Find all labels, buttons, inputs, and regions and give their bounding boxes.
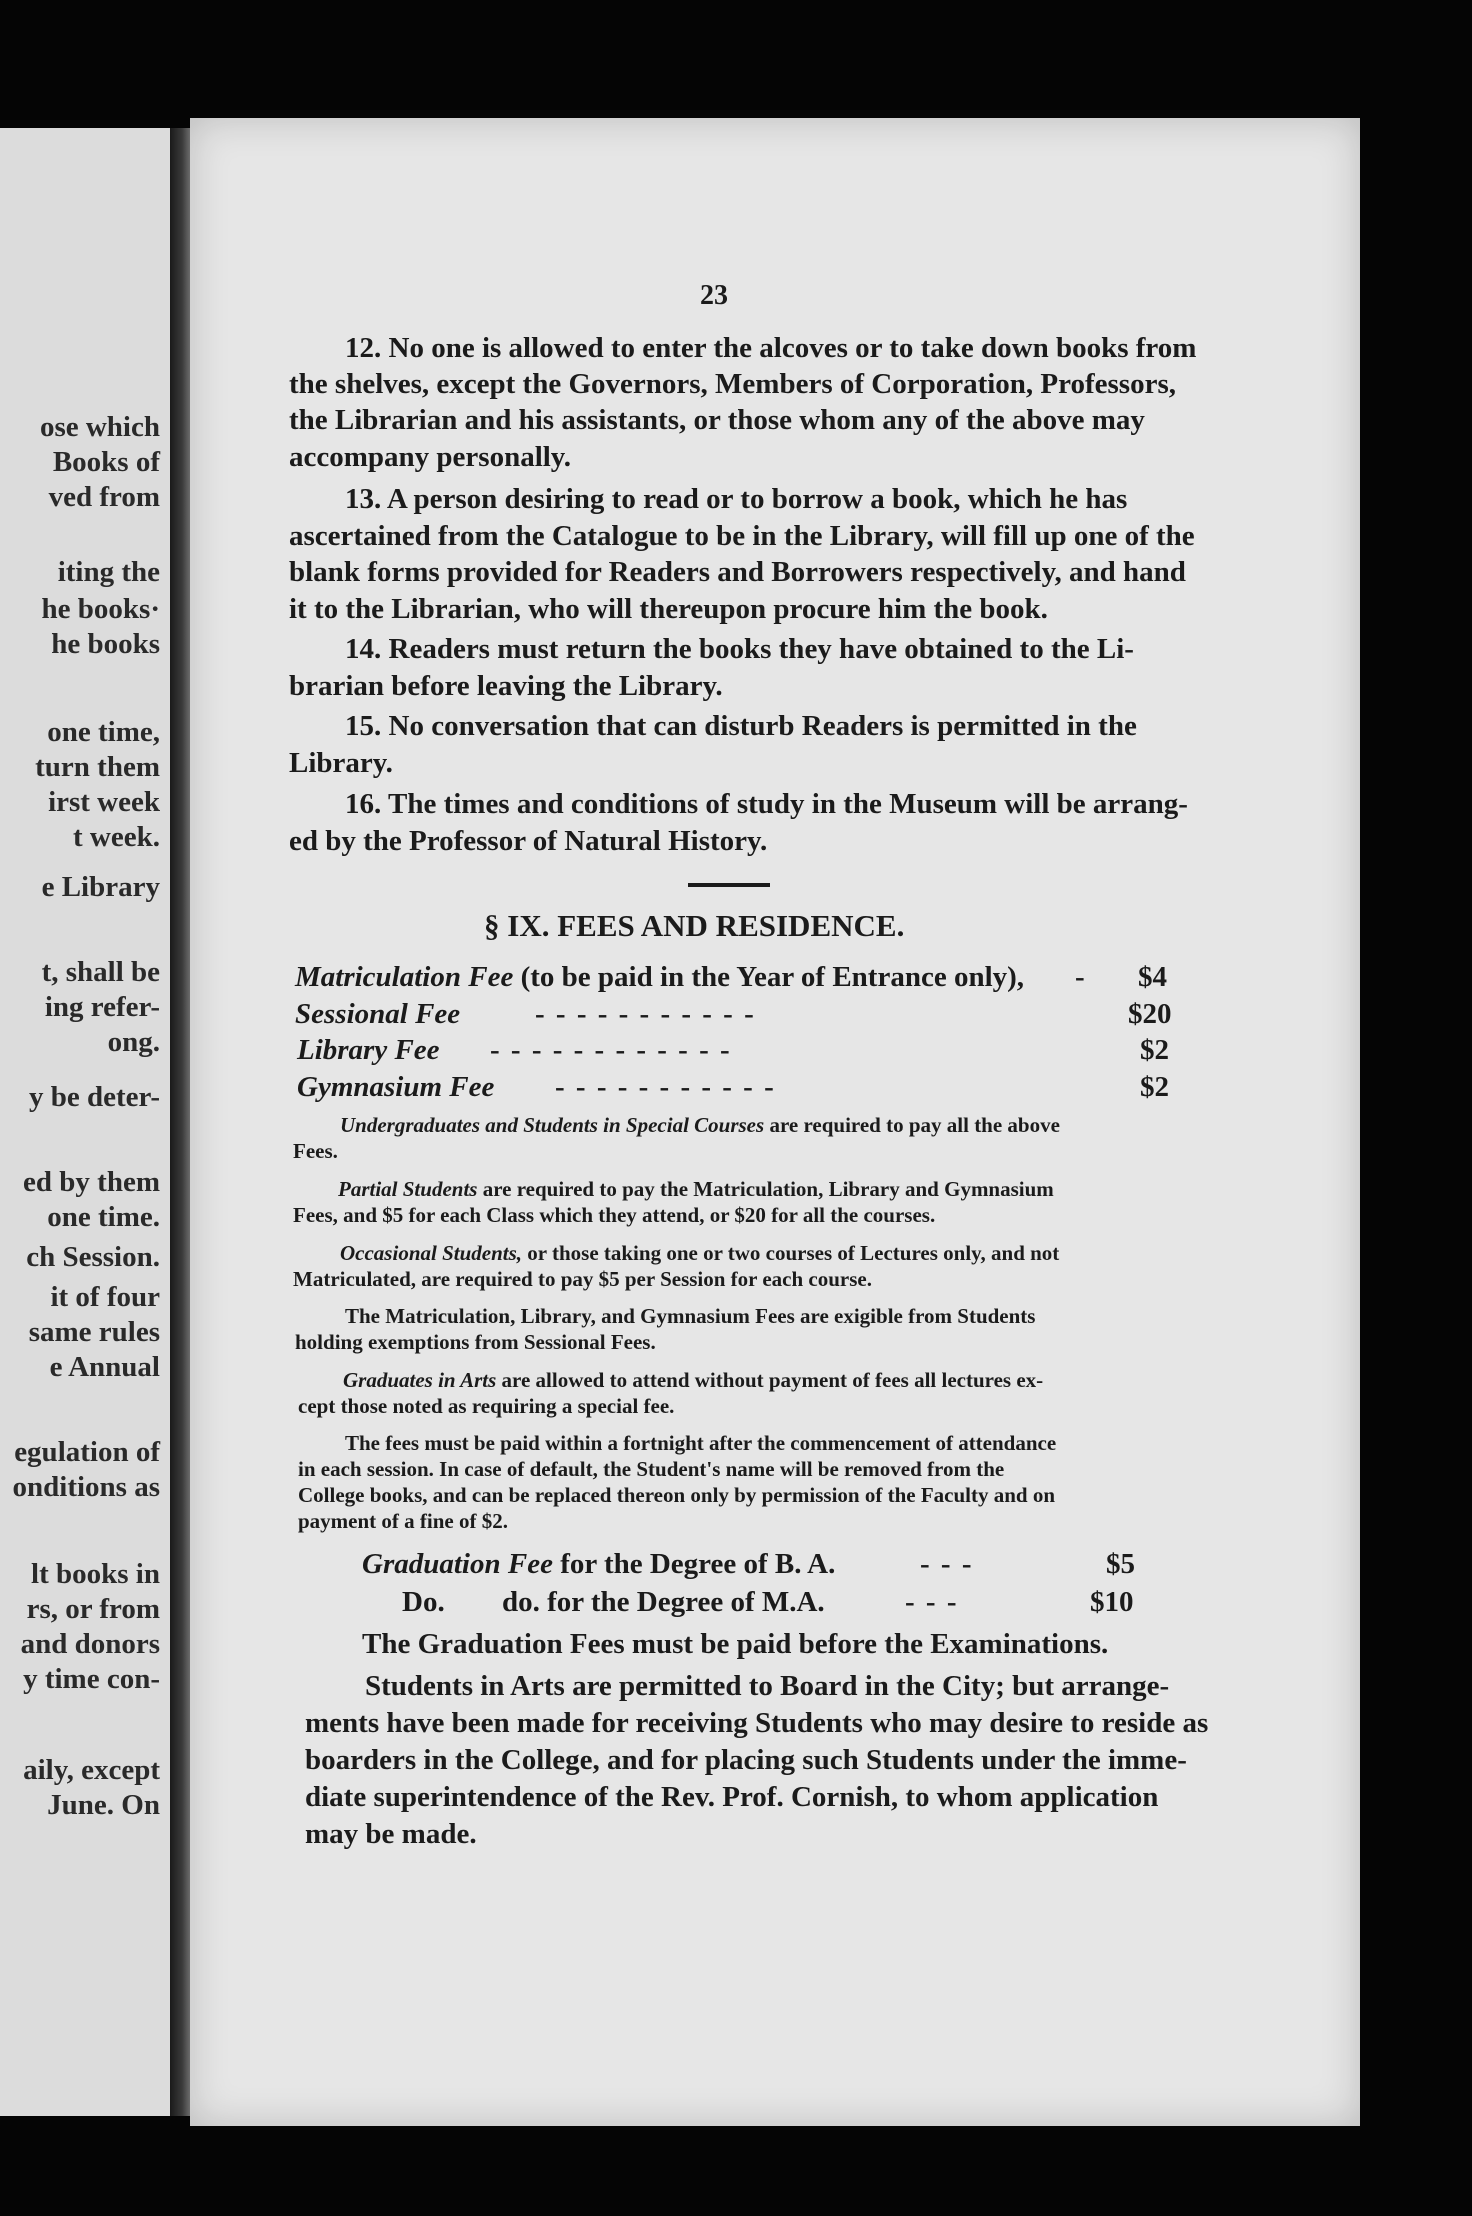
facing-page-fragment: lt books in: [31, 1558, 160, 1590]
note-text: Fees.: [293, 1139, 338, 1163]
graduation-fee-amount: $5: [1106, 1548, 1135, 1580]
facing-page-edge: [0, 128, 170, 2116]
note-text: in each session. In case of default, the Student's name will be removed from the: [298, 1457, 1005, 1481]
fee-row: [295, 963, 1024, 992]
facing-page-fragment: ved from: [48, 481, 160, 513]
facing-page-fragment: one time.: [47, 1201, 160, 1233]
facing-page-fragment: irst week: [48, 786, 160, 818]
book-gutter: [170, 128, 190, 2116]
note-emphasis: Occasional Students,: [340, 1241, 523, 1265]
note-text: are allowed to attend without payment of fees all lectures ex-: [496, 1368, 1044, 1392]
facing-page-fragment: same rules: [28, 1316, 160, 1348]
fee-note: (to be paid in the Year of Entrance only),: [513, 961, 1025, 993]
fee-dots: -: [1075, 961, 1087, 993]
facing-page-fragment: it of four: [50, 1281, 160, 1313]
fee-note-line: [298, 1485, 1055, 1506]
fee-label: Library Fee: [297, 1034, 440, 1066]
facing-page-fragment: y time con-: [23, 1663, 160, 1695]
fee-note-line: [295, 1332, 656, 1353]
graduation-fee-amount: $10: [1090, 1586, 1134, 1618]
fee-note-line: [345, 1433, 1056, 1454]
note-text: The fees must be paid within a fortnight after the commencement of attendance: [345, 1431, 1057, 1455]
section-title: § IX. FEES AND RESIDENCE.: [484, 908, 905, 943]
fee-label: Gymnasium Fee: [297, 1071, 495, 1103]
residence-line: ments have been made for receiving Students who may desire to reside as: [305, 1707, 1209, 1739]
note-text: cept those noted as requiring a special fee.: [298, 1394, 675, 1418]
fee-label: Sessional Fee: [295, 998, 461, 1030]
note-emphasis: Partial Students: [338, 1177, 478, 1201]
fee-note-line: [293, 1141, 338, 1162]
facing-page-fragment: aily, except: [23, 1754, 160, 1786]
graduation-fee-label: Do.: [402, 1586, 445, 1618]
graduation-fee-dots: - - -: [920, 1548, 974, 1580]
note-text: payment of a fine of $2.: [298, 1509, 508, 1533]
facing-page-fragment: he books·: [41, 593, 160, 625]
facing-page-fragment: Books of: [52, 446, 160, 478]
facing-page-fragment: ch Session.: [26, 1241, 160, 1273]
fee-amount: $4: [1138, 961, 1167, 993]
fee-note-line: [340, 1115, 1060, 1136]
note-text: holding exemptions from Sessional Fees.: [295, 1330, 656, 1354]
rule-line: the shelves, except the Governors, Members of Corporation, Professors,: [289, 368, 1176, 400]
rule-line: accompany personally.: [289, 441, 571, 473]
note-text: are required to pay the Matriculation, Library and Gymnasium: [477, 1177, 1054, 1201]
facing-page-fragment: e Library: [41, 871, 160, 903]
rule-line: the Librarian and his assistants, or those whom any of the above may: [289, 404, 1145, 436]
note-text: College books, and can be replaced thereon only by permission of the Faculty and on: [298, 1483, 1056, 1507]
rule-line: 16. The times and conditions of study in the Museum will be arrang-: [345, 788, 1188, 820]
rule-line: 15. No conversation that can disturb Readers is permitted in the: [345, 710, 1137, 742]
graduation-fee-row: [362, 1550, 835, 1579]
facing-page-fragment: ose which: [39, 411, 160, 443]
fee-note-line: [343, 1370, 1043, 1391]
facing-page-fragment: rs, or from: [26, 1593, 160, 1625]
rule-line: 13. A person desiring to read or to borrow a book, which he has: [345, 483, 1128, 515]
section-divider: [688, 883, 770, 887]
fee-note-line: [345, 1306, 1035, 1327]
fee-note-line: [293, 1269, 872, 1290]
rule-line: 14. Readers must return the books they have obtained to the Li-: [345, 633, 1134, 665]
facing-page-fragment: ed by them: [23, 1166, 160, 1198]
rule-line: ascertained from the Catalogue to be in the Library, will fill up one of the: [289, 520, 1195, 552]
residence-line: diate superintendence of the Rev. Prof. Cornish, to whom application: [305, 1781, 1159, 1813]
note-emphasis: Undergraduates and Students in Special Courses: [340, 1113, 765, 1137]
residence-line: Students in Arts are permitted to Board in the City; but arrange-: [365, 1670, 1170, 1702]
note-text: Fees, and $5 for each Class which they attend, or $20 for all the courses.: [293, 1203, 936, 1227]
fee-dots: - - - - - - - - - - -: [535, 998, 756, 1030]
fee-amount: $2: [1140, 1034, 1169, 1066]
note-text: are required to pay all the above: [764, 1113, 1060, 1137]
graduation-note: The Graduation Fees must be paid before the Examinations.: [362, 1628, 1109, 1660]
rule-line: 12. No one is allowed to enter the alcoves or to take down books from: [345, 332, 1197, 364]
note-text: The Matriculation, Library, and Gymnasium Fees are exigible from Students: [345, 1304, 1036, 1328]
fee-dots: - - - - - - - - - - - -: [490, 1034, 732, 1066]
rule-line: blank forms provided for Readers and Borrowers respectively, and hand: [289, 556, 1186, 588]
facing-page-fragment: one time,: [47, 716, 160, 748]
graduation-fee-dots: - - -: [905, 1586, 959, 1618]
facing-page-fragment: onditions as: [12, 1471, 160, 1503]
note-text: or those taking one or two courses of Lectures only, and not: [522, 1241, 1060, 1265]
facing-page-fragment: June. On: [47, 1789, 160, 1821]
residence-line: may be made.: [305, 1818, 477, 1850]
facing-page-fragment: iting the: [57, 556, 160, 588]
fee-note-line: [298, 1459, 1004, 1480]
facing-page-fragment: t, shall be: [41, 956, 160, 988]
fee-note-line: [293, 1205, 935, 1226]
facing-page-fragment: t week.: [73, 821, 160, 853]
facing-page-fragment: and donors: [20, 1628, 160, 1660]
rule-line: Library.: [289, 747, 393, 779]
fee-note-line: [298, 1396, 674, 1417]
note-emphasis: Graduates in Arts: [343, 1368, 497, 1392]
residence-line: boarders in the College, and for placing such Students under the imme-: [305, 1744, 1187, 1776]
fee-note-line: [338, 1179, 1054, 1200]
facing-page-fragment: ong.: [107, 1026, 160, 1058]
rule-line: ed by the Professor of Natural History.: [289, 825, 768, 857]
graduation-fee-label: Graduation Fee: [362, 1548, 553, 1580]
facing-page-fragment: he books: [51, 628, 160, 660]
page-number: 23: [700, 280, 728, 311]
graduation-fee-desc: do. for the Degree of M.A.: [502, 1586, 825, 1618]
facing-page-fragment: turn them: [35, 751, 160, 783]
fee-note-line: [340, 1243, 1059, 1264]
rule-line: it to the Librarian, who will thereupon procure him the book.: [289, 593, 1048, 625]
fee-label: Matriculation Fee: [295, 961, 514, 993]
facing-page-fragment: e Annual: [49, 1351, 160, 1383]
fee-note-line: [298, 1511, 508, 1532]
rule-line: brarian before leaving the Library.: [289, 670, 723, 702]
note-text: Matriculated, are required to pay $5 per Session for each course.: [293, 1267, 872, 1291]
fee-amount: $2: [1140, 1071, 1169, 1103]
fee-dots: - - - - - - - - - - -: [555, 1071, 776, 1103]
graduation-fee-desc: for the Degree of B. A.: [552, 1548, 836, 1580]
facing-page-fragment: egulation of: [14, 1436, 160, 1468]
fee-amount: $20: [1128, 998, 1172, 1030]
facing-page-fragment: y be deter-: [29, 1081, 160, 1113]
facing-page-fragment: ing refer-: [44, 991, 160, 1023]
